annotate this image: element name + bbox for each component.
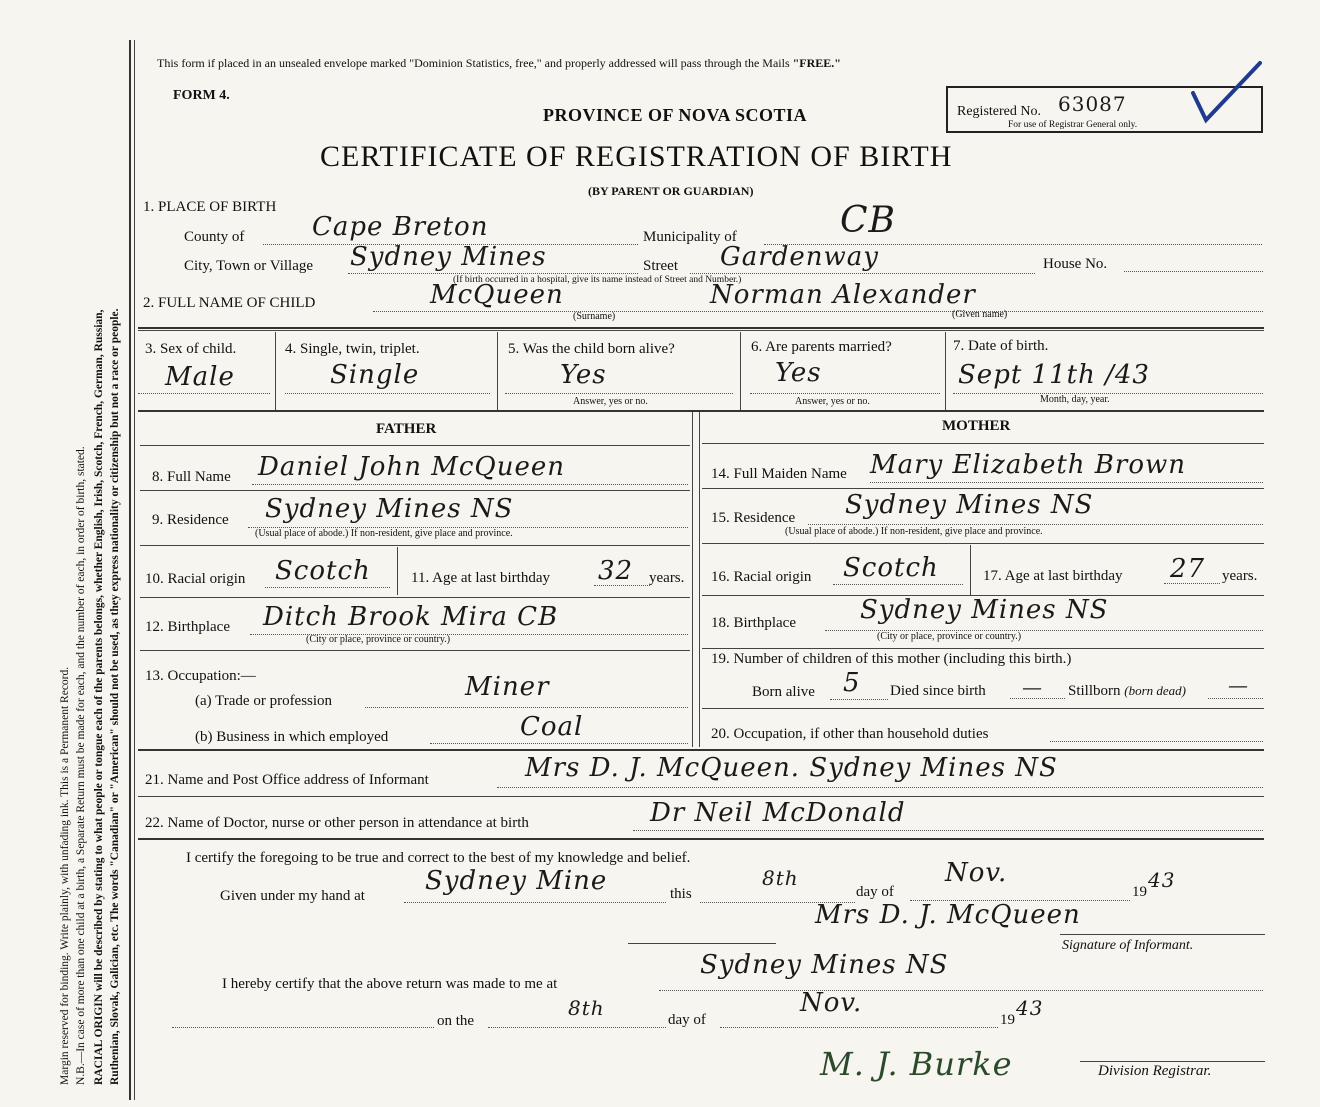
- certificate-subtitle: (BY PARENT OR GUARDIAN): [588, 184, 754, 198]
- informant-signature: Mrs D. J. McQueen: [815, 900, 1081, 930]
- father-name-label: 8. Full Name: [152, 469, 231, 485]
- given-place-value: Sydney Mine: [425, 866, 608, 896]
- margin-note-racial-2: Ruthenian, Slovak, Galician, etc. The words "Canadian" or "American" should not be used, as they express nationality or citizenship but not a race or people.: [109, 308, 121, 1085]
- given-under-label: Given under my hand at: [220, 888, 365, 904]
- city-label: City, Town or Village: [184, 258, 314, 274]
- child-name-label: 2. FULL NAME OF CHILD: [143, 295, 316, 311]
- binding-rule-inner: [134, 40, 135, 1100]
- registrar-month-value: Nov.: [800, 988, 863, 1018]
- date-of-birth-value: Sept 11th /43: [958, 360, 1150, 390]
- margin-note-nb: N.B.—In case of more than one child at a birth, a Separate Return must be made for each, and the number of each, in order of birth, stated.: [75, 446, 87, 1085]
- father-birthplace-label: 12. Birthplace: [145, 619, 230, 635]
- father-age-value: 32: [598, 556, 634, 586]
- given-month-value: Nov.: [945, 858, 1008, 888]
- province-heading: PROVINCE OF NOVA SCOTIA: [543, 105, 808, 125]
- children-count-label: 19. Number of children of this mother (including this birth.): [711, 651, 1072, 667]
- mother-heading: MOTHER: [942, 418, 1011, 434]
- father-heading: FATHER: [376, 421, 437, 437]
- mother-age-value: 27: [1170, 554, 1206, 584]
- certify-statement: I certify the foregoing to be true and correct to the best of my knowledge and belief.: [186, 850, 691, 866]
- checkmark-icon: [1188, 58, 1268, 128]
- father-birthplace-value: Ditch Brook Mira CB: [263, 602, 559, 632]
- sex-label: 3. Sex of child.: [145, 341, 237, 357]
- parents-married-question: 6. Are parents married?: [751, 339, 892, 355]
- plurality-value: Single: [330, 360, 420, 390]
- born-alive-count: 5: [843, 668, 861, 698]
- father-residence-note: (Usual place of abode.) If non-resident, give place and province.: [255, 528, 513, 539]
- occupation-label: 13. Occupation:—: [145, 668, 256, 684]
- certificate-title: CERTIFICATE OF REGISTRATION OF BIRTH: [320, 140, 953, 173]
- dob-note: Month, day, year.: [1040, 394, 1110, 405]
- house-number-label: House No.: [1043, 256, 1108, 272]
- mother-residence-value: Sydney Mines NS: [845, 490, 1094, 520]
- mother-residence-note: (Usual place of abode.) If non-resident, give place and province.: [785, 526, 1043, 537]
- registrar-place-value: Sydney Mines NS: [700, 950, 949, 980]
- county-label: County of: [184, 229, 245, 245]
- mother-racial-label: 16. Racial origin: [711, 569, 812, 585]
- registrar-year-prefix: 19: [1000, 1012, 1015, 1028]
- father-racial-label: 10. Racial origin: [145, 571, 246, 587]
- registrar-year-value: 43: [1016, 996, 1044, 1020]
- registrar-note: For use of Registrar General only.: [1008, 120, 1138, 130]
- informant-value: Mrs D. J. McQueen. Sydney Mines NS: [525, 753, 1058, 783]
- trade-value: Miner: [465, 672, 550, 702]
- informant-label: 21. Name and Post Office address of Informant: [145, 772, 429, 788]
- given-year-prefix: 19: [1132, 884, 1147, 900]
- on-the-label: on the: [437, 1013, 475, 1029]
- child-surname: McQueen: [430, 280, 564, 310]
- trade-label: (a) Trade or profession: [195, 693, 333, 709]
- mother-name-value: Mary Elizabeth Brown: [870, 450, 1186, 480]
- born-alive-question: 5. Was the child born alive?: [508, 341, 675, 357]
- born-alive-answer: Yes: [560, 360, 607, 390]
- mother-age-label: 17. Age at last birthday: [983, 568, 1123, 584]
- answer-note-6: Answer, yes or no.: [795, 396, 870, 407]
- died-since-birth-label: Died since birth: [890, 683, 986, 699]
- answer-note-5: Answer, yes or no.: [573, 396, 648, 407]
- registrar-certify-text: I hereby certify that the above return was made to me at: [222, 976, 558, 992]
- municipality-value: CB: [840, 200, 896, 241]
- stillborn-label: Stillborn (born dead): [1068, 683, 1187, 699]
- mail-notice: This form if placed in an unsealed envelope marked "Dominion Statistics, free," and properly addressed will pass through the Mails "FREE.": [157, 56, 841, 70]
- business-label: (b) Business in which employed: [195, 729, 389, 745]
- mother-racial-value: Scotch: [843, 553, 939, 583]
- margin-note-racial: RACIAL ORIGIN will be described by stating to what people or tongue each of the parents belongs, whether English, Irish, Scotch, French, German, Russian,: [93, 309, 105, 1085]
- mother-occupation-label: 20. Occupation, if other than household duties: [711, 726, 989, 742]
- mother-birthplace-label: 18. Birthplace: [711, 615, 796, 631]
- margin-note-binding: Margin reserved for binding. Write plainly, with unfading ink. This is a Permanent Record.: [59, 666, 71, 1085]
- father-name-value: Daniel John McQueen: [258, 452, 565, 482]
- form-number: FORM 4.: [173, 88, 230, 103]
- registered-number: 63087: [1058, 92, 1127, 116]
- given-name-note: (Given name): [952, 309, 1008, 320]
- father-residence-value: Sydney Mines NS: [265, 494, 514, 524]
- day-of-label: day of: [856, 884, 894, 900]
- place-of-birth-label: 1. PLACE OF BIRTH: [143, 199, 277, 215]
- stillborn-value: —: [1228, 673, 1249, 697]
- child-given-name: Norman Alexander: [710, 280, 976, 310]
- this-label: this: [670, 886, 692, 902]
- mother-name-label: 14. Full Maiden Name: [711, 466, 847, 482]
- binding-rule: [129, 40, 131, 1100]
- hospital-note: (If birth occurred in a hospital, give its name instead of Street and Number.): [453, 275, 742, 285]
- business-value: Coal: [520, 712, 584, 742]
- registrar-day-value: 8th: [568, 996, 605, 1020]
- plurality-label: 4. Single, twin, triplet.: [285, 341, 420, 357]
- street-label: Street: [643, 258, 678, 274]
- registrar-day-of-label: day of: [668, 1012, 706, 1028]
- doctor-label: 22. Name of Doctor, nurse or other person in attendance at birth: [145, 815, 529, 831]
- mother-residence-label: 15. Residence: [711, 510, 796, 526]
- registrar-signature: M. J. Burke: [820, 1045, 1013, 1083]
- father-years-label: years.: [649, 570, 685, 586]
- mother-birthplace-value: Sydney Mines NS: [860, 595, 1109, 625]
- given-year-value: 43: [1148, 868, 1176, 892]
- street-value: Gardenway: [720, 242, 879, 272]
- doctor-value: Dr Neil McDonald: [650, 798, 906, 828]
- mother-years-label: years.: [1222, 568, 1258, 584]
- division-registrar-label: Division Registrar.: [1098, 1063, 1212, 1079]
- city-value: Sydney Mines: [350, 242, 547, 272]
- died-since-birth-value: —: [1022, 675, 1043, 699]
- father-age-label: 11. Age at last birthday: [411, 570, 550, 586]
- sex-value: Male: [165, 362, 235, 392]
- signature-of-informant-label: Signature of Informant.: [1062, 938, 1194, 953]
- registered-label: Registered No.: [957, 104, 1041, 119]
- mother-birthplace-note: (City or place, province or country.): [877, 631, 1022, 642]
- given-day-value: 8th: [762, 866, 799, 890]
- born-alive-label: Born alive: [752, 684, 815, 700]
- date-of-birth-label: 7. Date of birth.: [953, 338, 1049, 354]
- surname-note: (Surname): [573, 311, 616, 322]
- father-residence-label: 9. Residence: [152, 512, 229, 528]
- county-value: Cape Breton: [312, 212, 489, 242]
- father-racial-value: Scotch: [275, 556, 371, 586]
- parents-married-answer: Yes: [775, 358, 822, 388]
- stillborn-note: (born dead): [1124, 683, 1187, 698]
- registered-box: [946, 86, 1263, 133]
- father-birthplace-note: (City or place, province or country.): [306, 634, 451, 645]
- municipality-label: Municipality of: [643, 229, 737, 245]
